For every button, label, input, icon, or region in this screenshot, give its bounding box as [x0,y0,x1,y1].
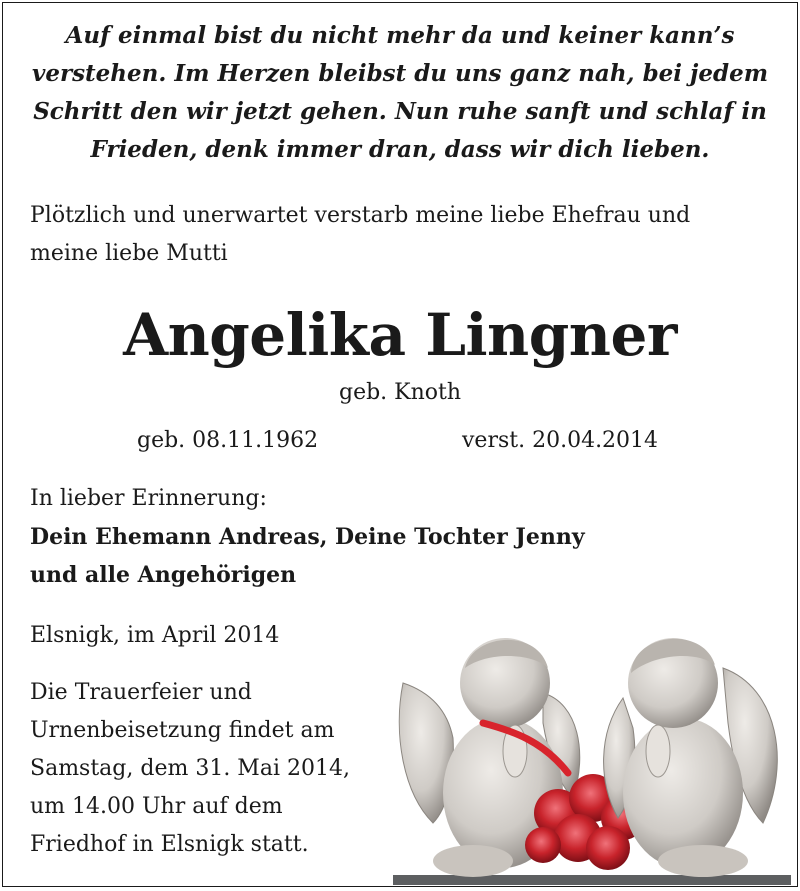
birth-date: geb. 08.11.1962 [137,428,319,453]
mourners-block [30,480,585,594]
mourners-line: und alle Angehörigen [30,562,297,588]
funeral-details [30,674,350,864]
memory-heading: In lieber Erinnerung: [30,486,267,511]
left-cherub-knees [433,845,513,877]
place-and-date: Elsnigk, im April 2014 [30,623,280,648]
announcement-line: Plötzlich und unerwartet verstarb meine liebe Ehefrau und [30,203,691,228]
poem-line: Auf einmal bist du nicht mehr da und keiner kann’s [65,22,735,49]
announcement-line: meine liebe Mutti [30,241,228,266]
funeral-line: Urnenbeisetzung findet am [30,718,335,743]
cherub-angels-image [393,623,791,885]
death-date: verst. 20.04.2014 [462,428,659,453]
right-cherub-body [623,718,743,868]
right-cherub [604,638,778,877]
funeral-line: Friedhof in Elsnigk statt. [30,832,309,857]
poem-line: verstehen. Im Herzen bleibst du uns ganz nah, bei jedem [31,60,769,87]
funeral-line: Die Trauerfeier und [30,680,252,705]
obituary-notice [2,2,798,887]
poem-line: Frieden, denk immer dran, dass wir dich lieben. [90,136,710,163]
deceased-name: Angelika Lingner [123,301,677,369]
poem-line: Schritt den wir jetzt gehen. Nun ruhe sanft und schlaf in [33,98,767,125]
funeral-line: Samstag, dem 31. Mai 2014, [30,756,350,781]
funeral-line: um 14.00 Uhr auf dem [30,794,283,819]
stone-base [393,875,791,885]
mourners-line: Dein Ehemann Andreas, Deine Tochter Jenny [30,524,585,550]
memorial-poem [3,17,797,169]
maiden-name: geb. Knoth [338,380,462,405]
right-cherub-hands [646,725,670,777]
rose [525,827,561,863]
rose [586,826,630,870]
announcement-text [30,197,777,273]
right-cherub-knees [658,845,748,877]
